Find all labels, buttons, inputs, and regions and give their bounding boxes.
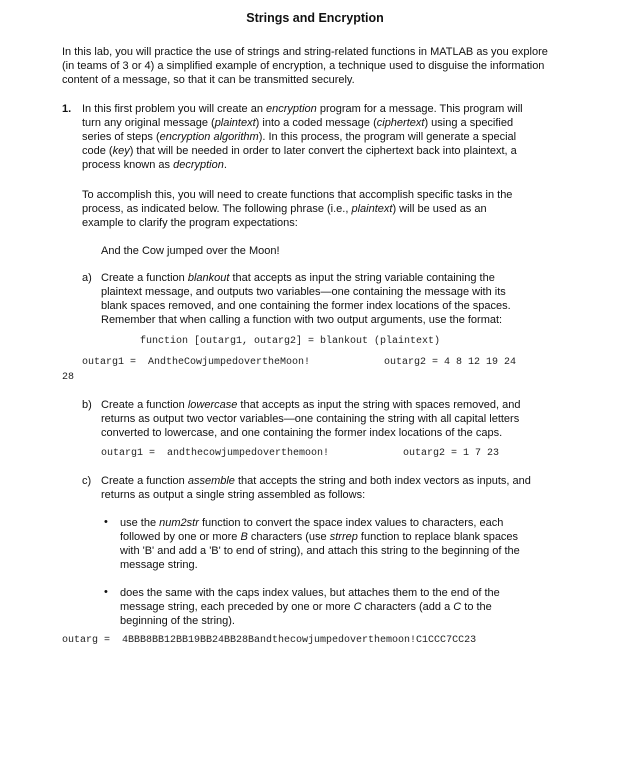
bullet-icon: • <box>104 586 108 598</box>
bullet-1-line: followed by one or more B characters (use strrep function to replace blank spaces <box>120 531 519 543</box>
problem1-paragraph <box>82 102 523 172</box>
problem1-line: turn any original message (plaintext) into a coded message (ciphertext) using a specified <box>82 117 514 129</box>
code-format: function [outarg1, outarg2] = blankout (plaintext) <box>140 336 441 347</box>
problem1-paragraph-2 <box>82 188 512 230</box>
part-a-line: blank spaces removed, and one containing the former index locations of the spaces. <box>101 300 511 312</box>
part-b-line: converted to lowercase, and one containing the former index locations of the caps. <box>101 427 503 439</box>
bullet-1-line: use the num2str function to convert the space index values to characters, each <box>120 517 504 529</box>
bullet-2-line: message string, each preceded by one or more C characters (add a C to the <box>120 601 492 613</box>
problem1-line: To accomplish this, you will need to create functions that accomplish specific tasks in the <box>82 189 513 201</box>
part-b-line: returns as output two vector variables—one containing the string with all capital letters <box>101 413 520 425</box>
part-c-label: c) <box>82 475 92 487</box>
bullet-2-paragraph <box>120 586 500 628</box>
part-a-line: Create a function blankout that accepts as input the string variable containing the <box>101 272 495 284</box>
part-a-output-2-wrap: 28 <box>62 372 75 383</box>
bullet-2-line: beginning of the string). <box>120 615 235 627</box>
example-phrase: And the Cow jumped over the Moon! <box>101 245 280 257</box>
part-a-paragraph <box>101 271 511 327</box>
part-a-line: Remember that when calling a function with two output arguments, use the format: <box>101 314 503 326</box>
bullet-icon: • <box>104 516 108 528</box>
problem1-line: series of steps (encryption algorithm). In this process, the program will generate a special <box>82 131 517 143</box>
part-a-output-1: outarg1 = AndtheCowjumpedovertheMoon! <box>82 357 311 368</box>
part-c-paragraph <box>101 474 531 502</box>
part-b-label: b) <box>82 399 92 411</box>
bullet-1-line: with 'B' and add a 'B' to end of string), and attach this string to the beginning of the <box>120 545 520 557</box>
part-a-output-2: outarg2 = 4 8 12 19 24 <box>384 357 517 368</box>
problem1-line: example to clarify the program expectations: <box>82 217 298 229</box>
part-b-output-2: outarg2 = 1 7 23 <box>403 448 500 459</box>
problem1-line: In this first problem you will create an encryption program for a message. This program will <box>82 103 523 115</box>
problem1-line: process known as decryption. <box>82 159 227 171</box>
final-output: outarg = 4BBB8BB12BB19BB24BB28Bandthecowjumpedoverthemoon!C1CCC7CC23 <box>62 635 477 646</box>
part-b-output-1: outarg1 = andthecowjumpedoverthemoon! <box>101 448 330 459</box>
page-title: Strings and Encryption <box>246 11 384 25</box>
part-a-line: plaintext message, and outputs two variables—one containing the message with its <box>101 286 506 298</box>
part-c-line: returns as output a single string assembled as follows: <box>101 489 366 501</box>
part-b-line: Create a function lowercase that accepts as input the string with spaces removed, and <box>101 399 521 411</box>
problem1-line: code (key) that will be needed in order to later convert the ciphertext back into plaintext, a <box>82 145 517 157</box>
bullet-2-line: does the same with the caps index values, but attaches them to the end of the <box>120 587 500 599</box>
bullet-1-line: message string. <box>120 559 198 571</box>
part-a-label: a) <box>82 272 92 284</box>
bullet-1-paragraph <box>120 516 520 572</box>
part-c-line: Create a function assemble that accepts the string and both index vectors as inputs, and <box>101 475 531 487</box>
part-b-paragraph <box>101 398 520 440</box>
intro-paragraph: In this lab, you will practice the use of strings and string-related functions in MATLAB as you explore (in teams of 3 or 4) a simplified example of encryption, a technique used to disguise the information content of a message, so that it can be transmitted securely. <box>62 46 548 86</box>
problem1-line: process, as indicated below. The following phrase (i.e., plaintext) will be used as an <box>82 203 487 215</box>
problem-number: 1. <box>62 103 72 115</box>
